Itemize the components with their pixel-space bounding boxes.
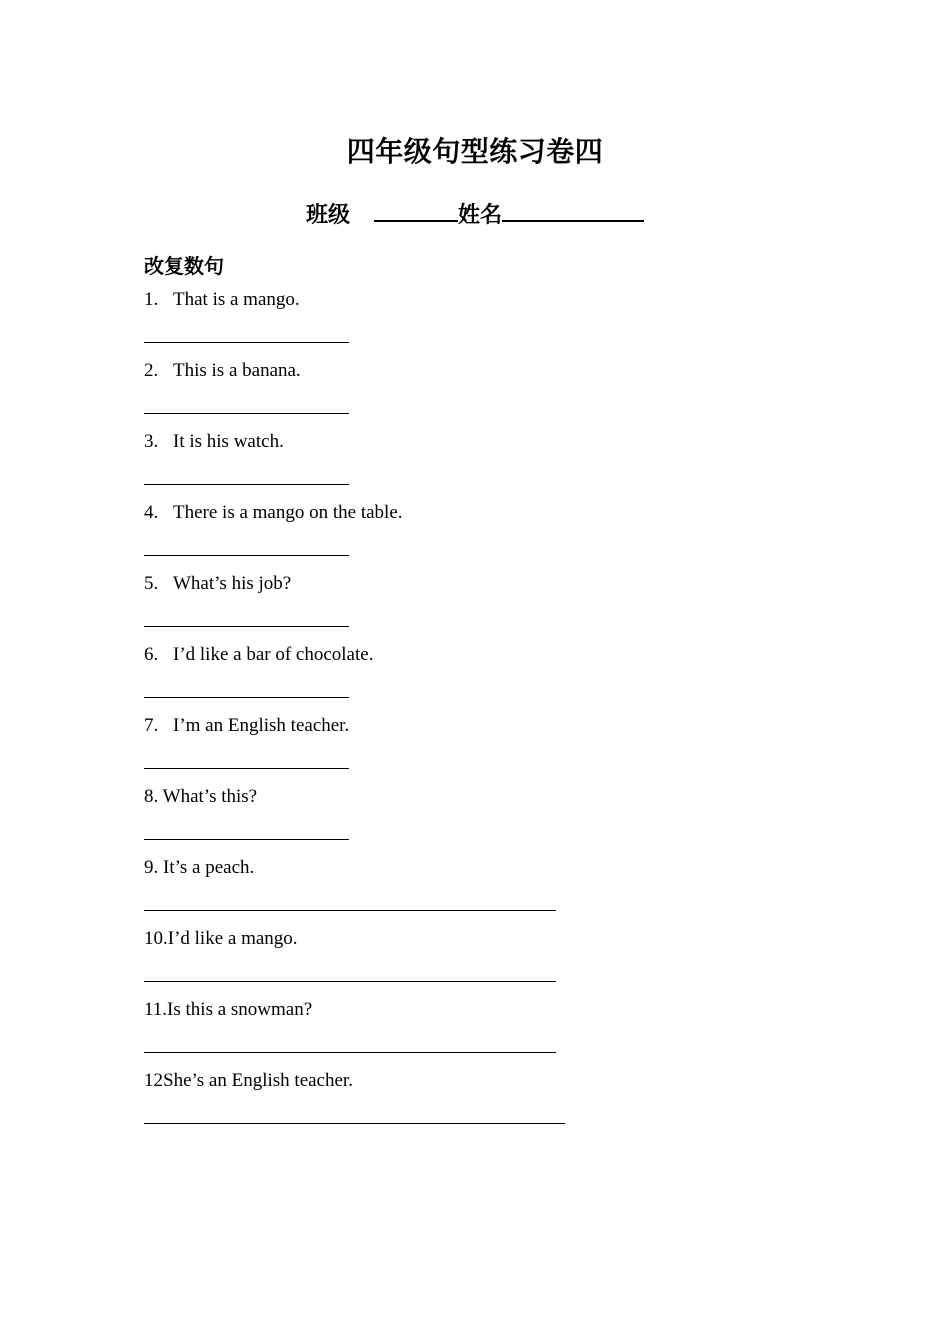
- question-11: [144, 999, 312, 1021]
- class-field[interactable]: [374, 198, 458, 222]
- question-3: [144, 431, 284, 453]
- answer-line-1[interactable]: [144, 342, 349, 343]
- question-7: [144, 715, 349, 737]
- question-text: This is a banana.: [173, 360, 301, 381]
- name-field[interactable]: [502, 198, 644, 222]
- answer-line-7[interactable]: [144, 768, 349, 769]
- question-number: 7.: [144, 715, 159, 736]
- answer-line-11[interactable]: [144, 1052, 556, 1053]
- question-number: 6.: [144, 644, 159, 665]
- answer-line-2[interactable]: [144, 413, 349, 414]
- question-number: 4.: [144, 502, 159, 523]
- student-info-line: [0, 198, 950, 229]
- question-text: I’d like a bar of chocolate.: [173, 644, 374, 665]
- section-heading: 改复数句: [144, 254, 224, 278]
- question-4: [144, 502, 403, 524]
- question-text: 12She’s an English teacher.: [144, 1070, 353, 1091]
- question-number: 1.: [144, 289, 159, 310]
- question-text: What’s his job?: [173, 573, 292, 594]
- answer-line-5[interactable]: [144, 626, 349, 627]
- answer-line-9[interactable]: [144, 910, 556, 911]
- question-10: [144, 928, 298, 950]
- answer-line-8[interactable]: [144, 839, 349, 840]
- question-9: [144, 857, 254, 879]
- question-number: 2.: [144, 360, 159, 381]
- question-6: [144, 644, 373, 666]
- name-label: 姓名: [458, 203, 503, 228]
- answer-line-4[interactable]: [144, 555, 349, 556]
- question-number: 3.: [144, 431, 159, 452]
- question-1: [144, 289, 300, 311]
- question-12: [144, 1070, 353, 1092]
- question-text: 11.Is this a snowman?: [144, 999, 313, 1020]
- question-text: It is his watch.: [173, 431, 284, 452]
- question-text: 9. It’s a peach.: [144, 857, 255, 878]
- question-2: [144, 360, 301, 382]
- page-title: 四年级句型练习卷四: [346, 135, 604, 168]
- answer-line-10[interactable]: [144, 981, 556, 982]
- question-number: 5.: [144, 573, 159, 594]
- question-text: 8. What’s this?: [144, 786, 258, 807]
- question-text: I’m an English teacher.: [173, 715, 350, 736]
- question-text: 10.I’d like a mango.: [144, 928, 298, 949]
- class-label: 班级: [305, 203, 350, 228]
- answer-line-3[interactable]: [144, 484, 349, 485]
- question-text: That is a mango.: [173, 289, 300, 310]
- answer-line-6[interactable]: [144, 697, 349, 698]
- question-8: [144, 786, 257, 808]
- answer-line-12[interactable]: [144, 1123, 565, 1124]
- question-5: [144, 573, 291, 595]
- question-text: There is a mango on the table.: [173, 502, 403, 523]
